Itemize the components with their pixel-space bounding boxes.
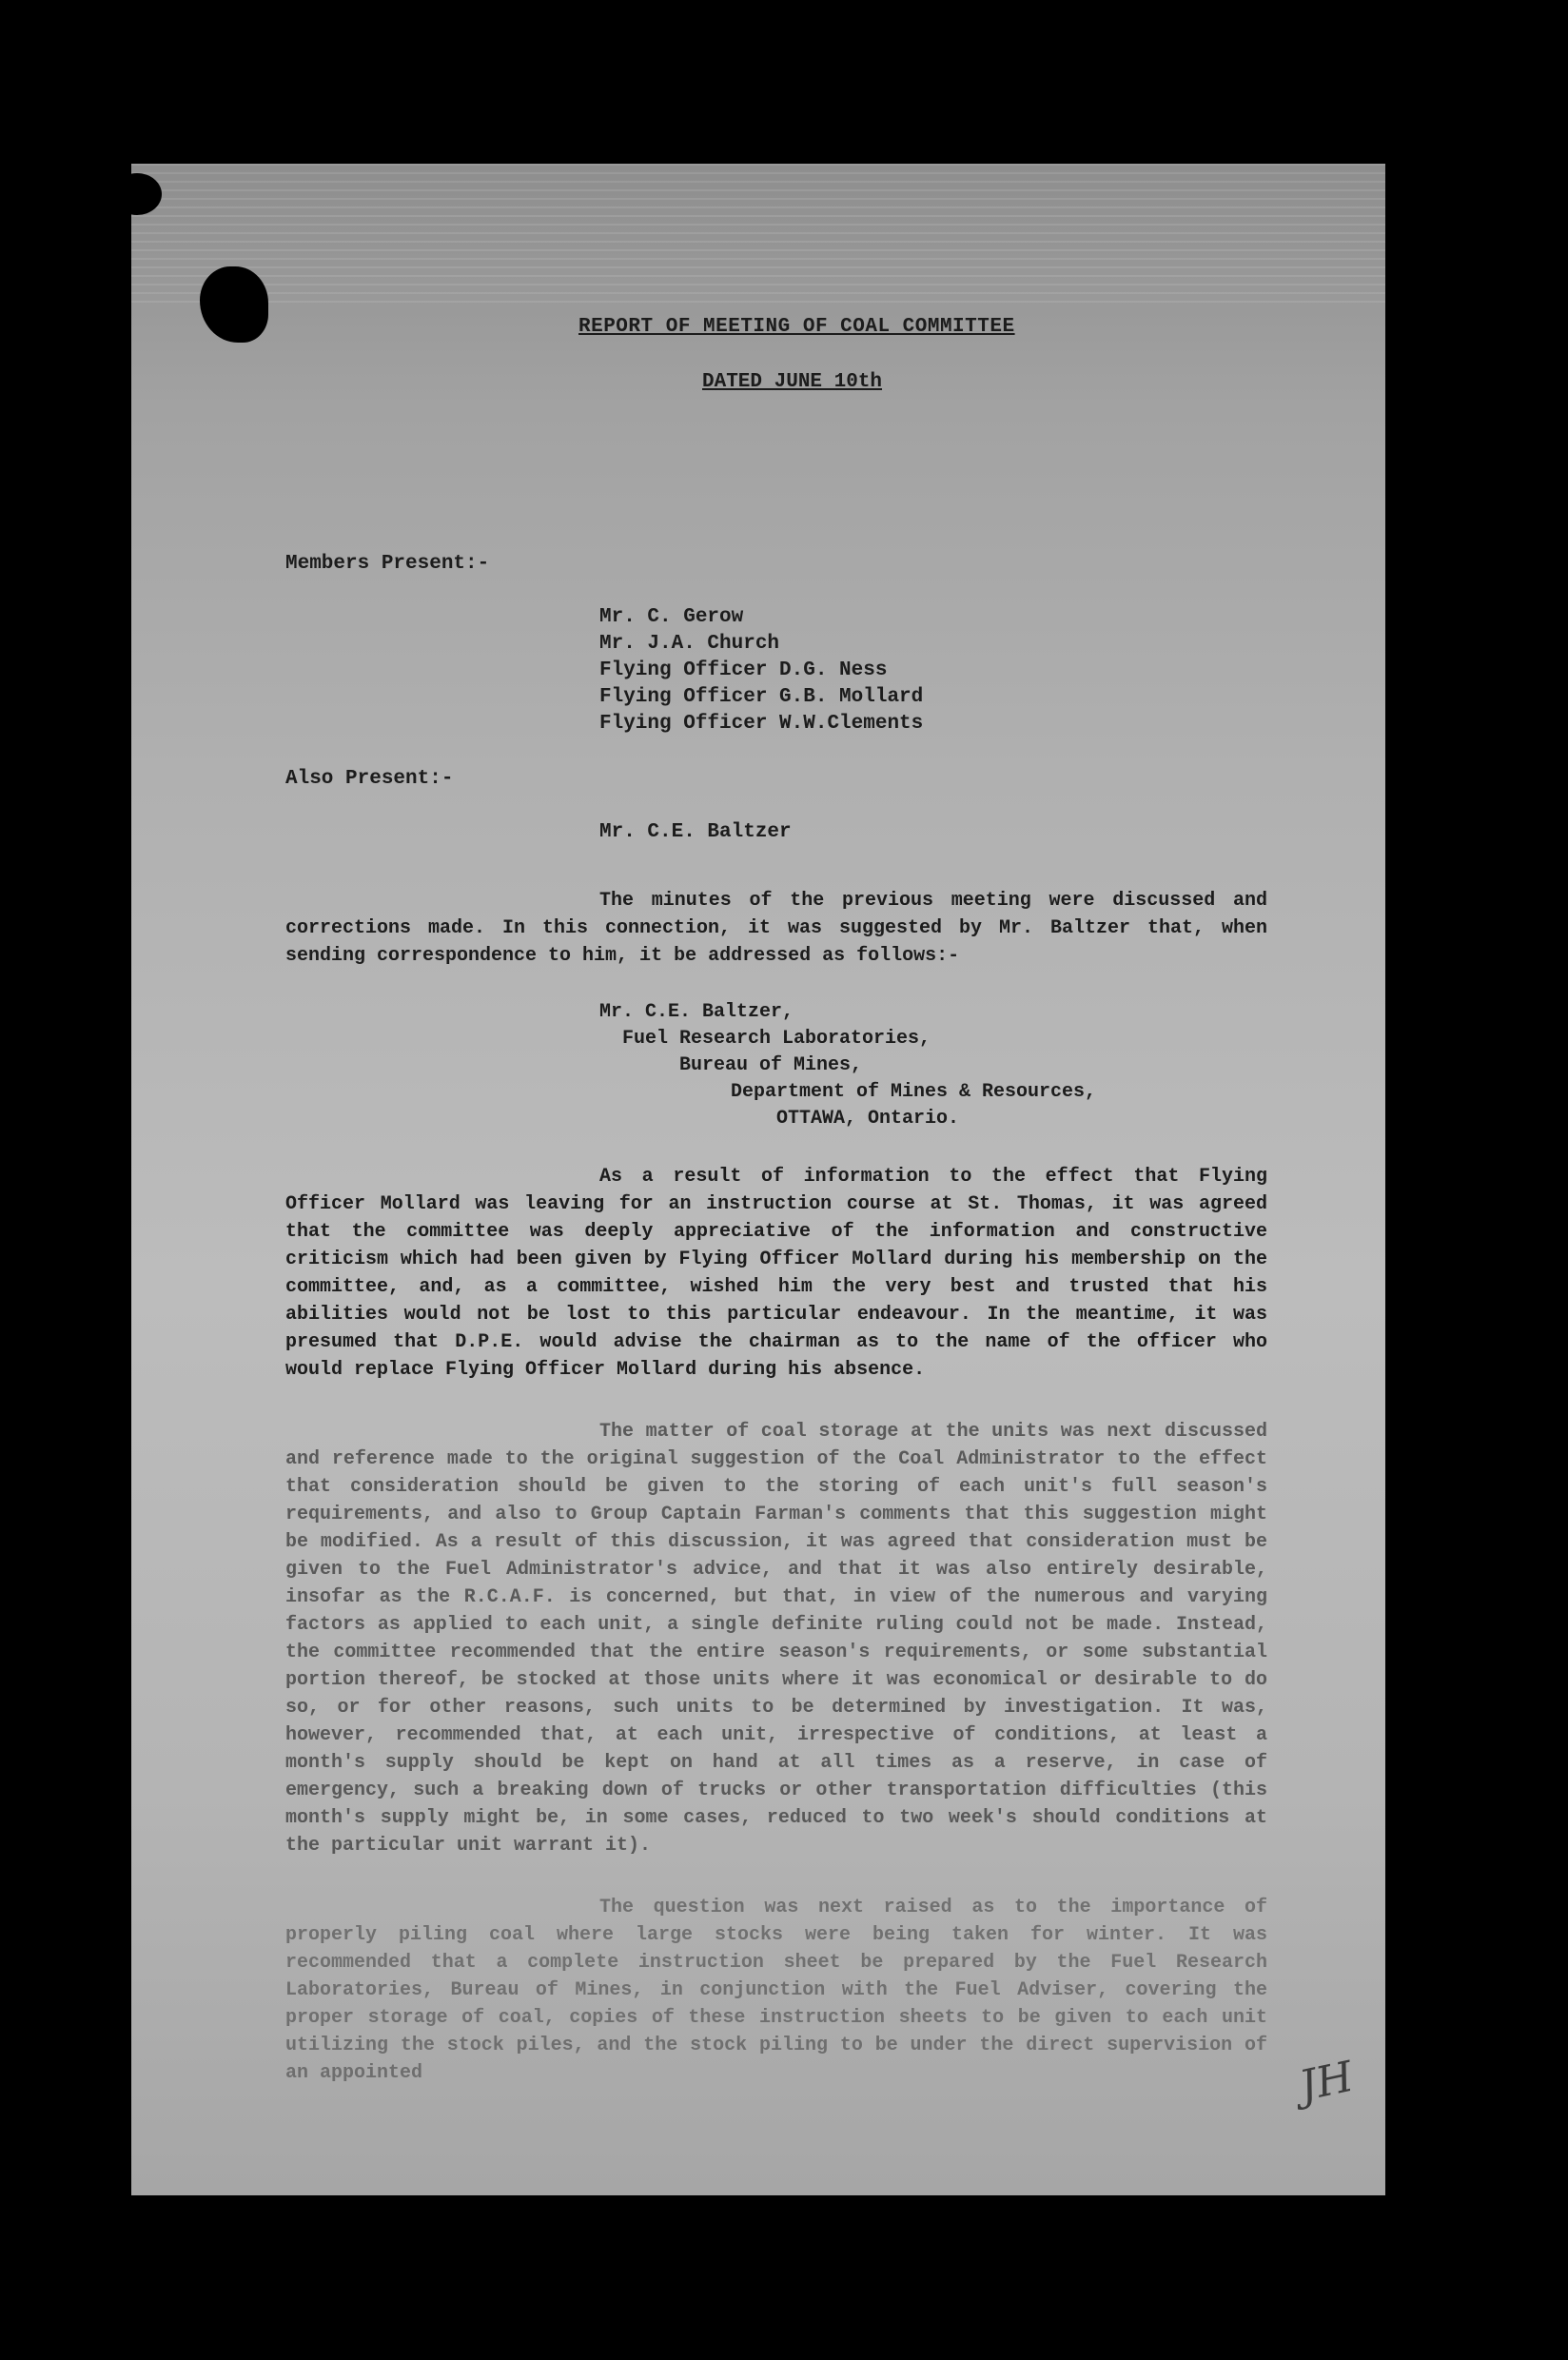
also-present-item: Mr. C.E. Baltzer [599, 821, 792, 843]
ink-blot-mark [200, 266, 268, 343]
also-present-label: Also Present:- [285, 768, 454, 790]
paragraph-coal-piling: The question was next raised as to the importance of properly piling coal where large stocks were being taken for winter. It was recommended that a complete instruction sheet be prepared by the Fuel Research Laboratories, Bureau of Mines, in conjunction with the Fuel Adviser, covering the proper storage of coal, copies of these instruction sheets to be given to each unit utilizing the stock piles, and the stock piling to be under the direct supervision of an appointed [285, 1897, 1267, 2084]
paragraph-coal-storage: The matter of coal storage at the units was next discussed and reference made to the original suggestion of the Coal Administrator to the effect that consideration should be given to the storing of each unit's full season's requirements, and also to Group Captain Farman's comments that this suggestion might be modified. As a result of this discussion, it was agreed that consideration must be given to the Fuel Administrator's advice, and that it was also entirely desirable, insofar as the R.C.A.F. is concerned, but that, in view of the numerous and varying factors as applied to each unit, a single definite ruling could not be made. Instead, the committee recommended that the entire season's requirements, or some substantial portion thereof, be stocked at those units where it was economical or desirable to do so, or for other reasons, such units to be determined by investigation. It was, however, recommended that, at each unit, irrespective of conditions, at least a month's supply should be kept on hand at all times as a reserve, in case of emergency, such a breaking down of trucks or other transportation difficulties (this month's supply might be, in some cases, reduced to two week's should conditions at the particular unit warrant it). [285, 1421, 1267, 1857]
address-line: Department of Mines & Resources, [731, 1081, 1097, 1103]
address-line: OTTAWA, Ontario. [776, 1108, 960, 1130]
member-item: Mr. J.A. Church [599, 633, 780, 655]
member-item: Mr. C. Gerow [599, 606, 744, 628]
address-line: Fuel Research Laboratories, [622, 1028, 931, 1050]
address-line: Bureau of Mines, [679, 1054, 863, 1076]
members-present-label: Members Present:- [285, 553, 490, 575]
paragraph-mollard: As a result of information to the effect that Flying Officer Mollard was leaving for an instruction course at St. Thomas, it was agreed that the committee was deeply appreciative of the information and constructive criticism which had been given by Flying Officer Mollard during his membership on the committee, and, as a committee, wished him the very best and trusted that his abilities would not be lost to this particular endeavour. In the meantime, it was presumed that D.P.E. would advise the chairman as to the name of the officer who would replace Flying Officer Mollard during his absence. [285, 1166, 1267, 1381]
member-item: Flying Officer D.G. Ness [599, 659, 888, 681]
document-sheet [131, 164, 1385, 2195]
address-line: Mr. C.E. Baltzer, [599, 1001, 794, 1023]
document-date: DATED JUNE 10th [702, 371, 883, 393]
handwritten-initials: JH [1295, 2052, 1358, 2112]
member-item: Flying Officer W.W.Clements [599, 713, 924, 735]
paragraph-minutes: The minutes of the previous meeting were discussed and corrections made. In this connection, it was suggested by Mr. Baltzer that, when sending correspondence to him, it be addressed as follows:- [285, 890, 1267, 967]
document-title: REPORT OF MEETING OF COAL COMMITTEE [578, 316, 1015, 338]
member-item: Flying Officer G.B. Mollard [599, 686, 924, 708]
binder-hole-mark [131, 173, 162, 215]
